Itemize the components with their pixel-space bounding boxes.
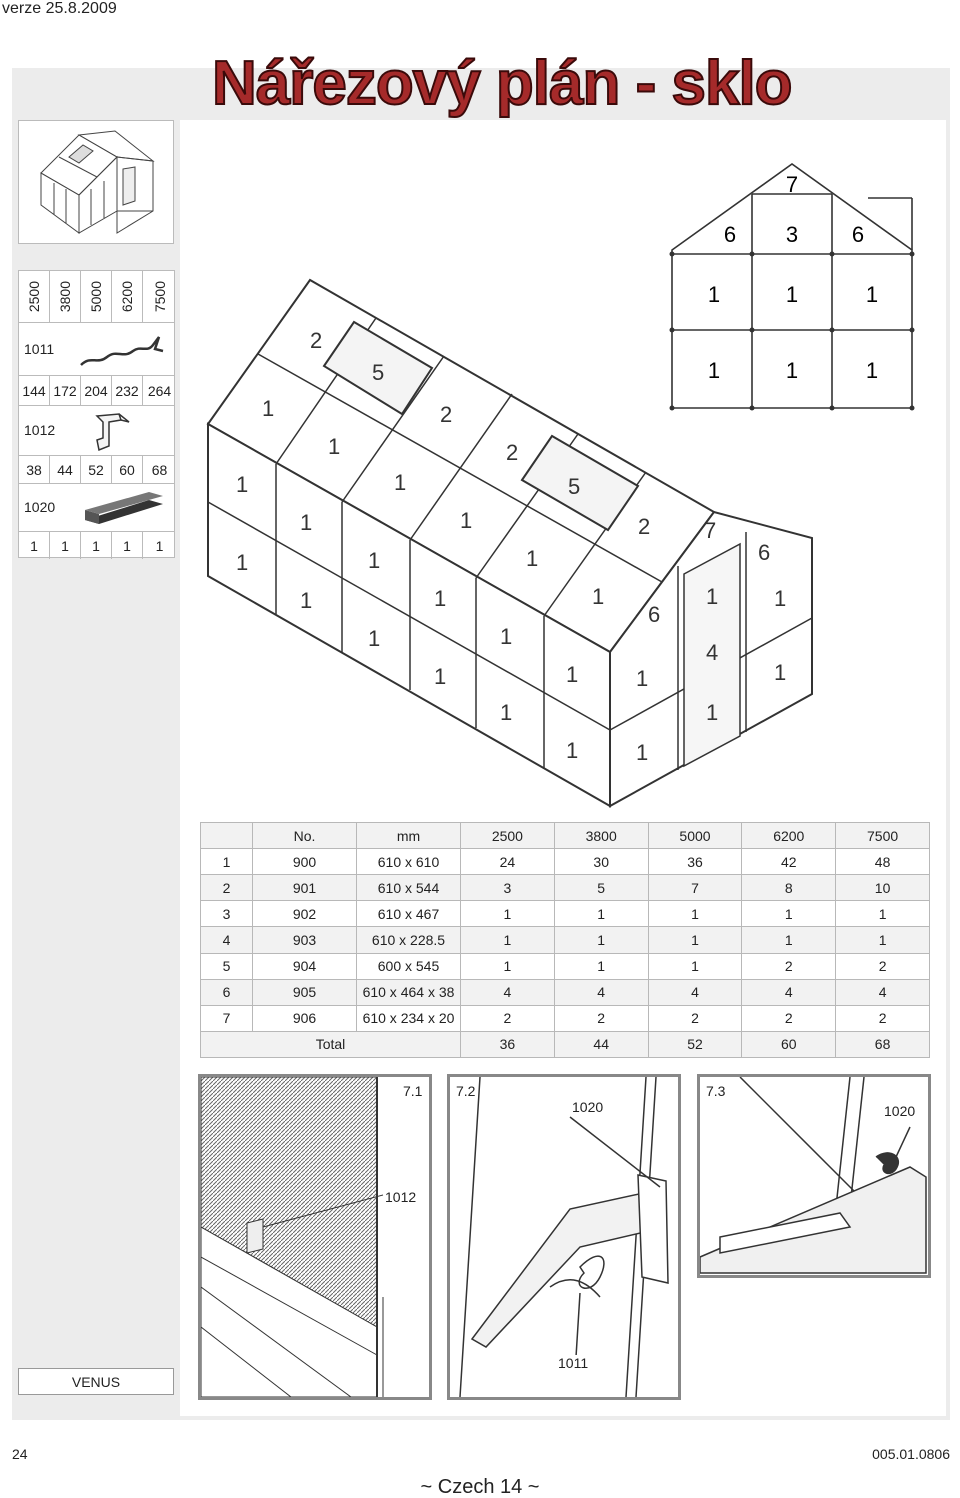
iso-label: 1 xyxy=(774,586,787,611)
detail-7-3 xyxy=(697,1074,931,1278)
total-cell: 36 xyxy=(461,1031,555,1057)
part-value: 1 xyxy=(81,532,112,559)
iso-label: 2 xyxy=(310,328,323,353)
table-header: mm xyxy=(357,823,461,849)
iso-label: 4 xyxy=(706,640,719,665)
table-cell: 1 xyxy=(836,927,930,953)
iso-label: 1 xyxy=(328,434,341,459)
part-value: 1 xyxy=(112,532,143,559)
table-row xyxy=(201,875,930,901)
detail-7-2 xyxy=(447,1074,681,1400)
iso-label: 7 xyxy=(704,518,717,543)
parts-table xyxy=(18,270,175,558)
iso-label: 1 xyxy=(460,508,473,533)
total-cell: 52 xyxy=(648,1031,742,1057)
part-callout: 1020 xyxy=(884,1103,916,1119)
table-cell: 7 xyxy=(201,1005,253,1031)
part-value: 1 xyxy=(19,532,50,559)
gable-label: 1 xyxy=(785,282,799,307)
part-value: 1 xyxy=(50,532,81,559)
table-cell: 902 xyxy=(253,901,357,927)
wire-clip-icon xyxy=(77,329,167,371)
part-value: 52 xyxy=(81,456,112,483)
table-cell: 2 xyxy=(461,1005,555,1031)
iso-label: 2 xyxy=(506,440,519,465)
detail-7-1 xyxy=(198,1074,432,1400)
gable-label: 1 xyxy=(707,358,721,383)
total-cell: 44 xyxy=(554,1031,648,1057)
table-cell: 1 xyxy=(742,901,836,927)
iso-label: 5 xyxy=(568,474,581,499)
detail-label: 7.1 xyxy=(403,1083,423,1099)
table-cell: 610 x 234 x 20 xyxy=(357,1005,461,1031)
parts-size: 6200 xyxy=(119,280,135,313)
table-cell: 1 xyxy=(648,927,742,953)
iso-label: 1 xyxy=(774,660,787,685)
table-header: 2500 xyxy=(461,823,555,849)
table-total-row xyxy=(201,1031,930,1057)
table-row xyxy=(201,927,930,953)
total-label: Total xyxy=(201,1031,461,1057)
part-value: 264 xyxy=(147,382,172,399)
iso-label: 1 xyxy=(262,396,275,421)
table-cell: 30 xyxy=(554,849,648,875)
parts-size: 7500 xyxy=(151,280,168,313)
detail-7-1-drawing xyxy=(201,1077,429,1397)
part-1011-image-row xyxy=(19,323,174,376)
gable-label: 6 xyxy=(851,222,865,247)
part-value: 1 xyxy=(155,537,164,554)
rubber-profile-icon xyxy=(79,492,169,528)
table-cell: 10 xyxy=(836,875,930,901)
model-name: VENUS xyxy=(18,1368,174,1395)
table-cell: 36 xyxy=(648,849,742,875)
gable-label: 1 xyxy=(707,282,721,307)
document-code: 005.01.0806 xyxy=(872,1446,950,1462)
table-cell: 5 xyxy=(554,875,648,901)
iso-label: 1 xyxy=(636,740,649,765)
page-number: 24 xyxy=(12,1446,28,1462)
table-cell: 2 xyxy=(554,1005,648,1031)
iso-label: 1 xyxy=(434,586,447,611)
table-cell: 901 xyxy=(253,875,357,901)
table-cell: 2 xyxy=(742,1005,836,1031)
table-cell: 4 xyxy=(201,927,253,953)
iso-label: 5 xyxy=(372,360,385,385)
part-callout: 1020 xyxy=(572,1099,604,1115)
table-row xyxy=(201,1005,930,1031)
table-cell: 1 xyxy=(648,901,742,927)
parts-size: 2500 xyxy=(26,280,42,313)
table-cell: 1 xyxy=(742,927,836,953)
part-value: 232 xyxy=(112,376,143,405)
part-value: 68 xyxy=(151,461,168,478)
part-value: 204 xyxy=(81,376,112,405)
table-cell: 1 xyxy=(554,927,648,953)
greenhouse-isometric-view xyxy=(200,276,820,816)
iso-label: 1 xyxy=(300,588,313,613)
table-cell: 8 xyxy=(742,875,836,901)
table-cell: 5 xyxy=(201,953,253,979)
table-cell: 4 xyxy=(461,979,555,1005)
total-cell: 60 xyxy=(742,1031,836,1057)
part-1020-image-row xyxy=(19,484,174,532)
table-cell: 4 xyxy=(554,979,648,1005)
table-cell: 610 x 544 xyxy=(357,875,461,901)
part-value: 144 xyxy=(19,376,50,405)
detail-label: 7.2 xyxy=(456,1083,476,1099)
table-header-row xyxy=(201,823,930,849)
part-value: 172 xyxy=(50,376,81,405)
table-cell: 4 xyxy=(836,979,930,1005)
table-header: 5000 xyxy=(648,823,742,849)
table-cell: 900 xyxy=(253,849,357,875)
table-cell: 610 x 467 xyxy=(357,901,461,927)
total-cell: 68 xyxy=(836,1031,930,1057)
table-cell: 7 xyxy=(648,875,742,901)
table-cell: 2 xyxy=(836,1005,930,1031)
table-cell: 1 xyxy=(201,849,253,875)
iso-label: 1 xyxy=(706,700,719,725)
part-1011-values-row xyxy=(19,376,174,406)
gable-label: 1 xyxy=(785,358,799,383)
table-cell: 610 x 464 x 38 xyxy=(357,979,461,1005)
table-header: 6200 xyxy=(742,823,836,849)
table-cell: 1 xyxy=(648,953,742,979)
parts-size: 3800 xyxy=(57,280,73,313)
iso-label: 1 xyxy=(500,624,513,649)
gable-label: 3 xyxy=(785,222,799,247)
iso-label: 1 xyxy=(236,472,249,497)
language-footer: ~ Czech 14 ~ xyxy=(420,1476,540,1498)
table-cell: 4 xyxy=(742,979,836,1005)
part-1012-values-row xyxy=(19,456,174,484)
iso-label: 1 xyxy=(706,584,719,609)
table-cell: 903 xyxy=(253,927,357,953)
table-cell: 905 xyxy=(253,979,357,1005)
iso-label: 2 xyxy=(638,514,651,539)
iso-label: 1 xyxy=(300,510,313,535)
part-code: 1011 xyxy=(24,341,55,357)
table-header xyxy=(201,823,253,849)
gable-label: 6 xyxy=(723,222,737,247)
part-value: 44 xyxy=(50,456,81,483)
iso-label: 1 xyxy=(566,738,579,763)
detail-label: 7.3 xyxy=(706,1083,726,1099)
part-callout: 1012 xyxy=(385,1189,417,1205)
page-title: Nářezový plán - sklo xyxy=(212,49,792,118)
table-cell: 2 xyxy=(836,953,930,979)
part-1020-values-row xyxy=(19,532,174,559)
table-cell: 906 xyxy=(253,1005,357,1031)
table-cell: 1 xyxy=(836,901,930,927)
table-cell: 2 xyxy=(201,875,253,901)
part-value: 60 xyxy=(112,456,143,483)
table-cell: 42 xyxy=(742,849,836,875)
iso-label: 1 xyxy=(526,546,539,571)
part-callout: 1011 xyxy=(558,1355,589,1371)
detail-7-2-drawing xyxy=(450,1077,678,1397)
gable-label: 7 xyxy=(785,172,799,197)
table-row xyxy=(201,953,930,979)
table-header: 3800 xyxy=(554,823,648,849)
table-cell: 1 xyxy=(461,901,555,927)
table-cell: 2 xyxy=(742,953,836,979)
table-cell: 610 x 610 xyxy=(357,849,461,875)
iso-label: 1 xyxy=(592,584,605,609)
table-cell: 4 xyxy=(648,979,742,1005)
parts-size: 5000 xyxy=(88,280,104,313)
parts-sizes-row xyxy=(19,271,174,323)
table-row xyxy=(201,979,930,1005)
table-cell: 3 xyxy=(201,901,253,927)
table-cell: 3 xyxy=(461,875,555,901)
part-value: 38 xyxy=(19,456,50,483)
gable-label: 1 xyxy=(865,358,879,383)
greenhouse-thumbnail-icon xyxy=(19,121,173,243)
glass-cutting-table xyxy=(200,822,930,1058)
table-cell: 6 xyxy=(201,979,253,1005)
iso-label: 1 xyxy=(394,470,407,495)
iso-label: 6 xyxy=(758,540,771,565)
part-code: 1020 xyxy=(24,499,56,515)
table-cell: 904 xyxy=(253,953,357,979)
table-cell: 1 xyxy=(461,953,555,979)
iso-label: 1 xyxy=(236,550,249,575)
iso-label: 1 xyxy=(368,548,381,573)
table-cell: 48 xyxy=(836,849,930,875)
table-row xyxy=(201,901,930,927)
table-row xyxy=(201,849,930,875)
iso-label: 1 xyxy=(368,626,381,651)
greenhouse-thumbnail xyxy=(18,120,174,244)
table-cell: 2 xyxy=(648,1005,742,1031)
table-header: 7500 xyxy=(836,823,930,849)
iso-label: 2 xyxy=(440,402,453,427)
iso-label: 6 xyxy=(648,602,661,627)
iso-label: 1 xyxy=(500,700,513,725)
table-cell: 610 x 228.5 xyxy=(357,927,461,953)
iso-label: 1 xyxy=(636,666,649,691)
table-cell: 1 xyxy=(554,901,648,927)
part-1012-image-row xyxy=(19,406,174,456)
gable-label: 1 xyxy=(865,282,879,307)
glass-clip-icon xyxy=(89,410,139,454)
iso-label: 1 xyxy=(566,662,579,687)
part-code: 1012 xyxy=(24,422,56,438)
version-date: verze 25.8.2009 xyxy=(2,0,117,17)
table-cell: 24 xyxy=(461,849,555,875)
table-cell: 1 xyxy=(554,953,648,979)
table-header: No. xyxy=(253,823,357,849)
table-cell: 1 xyxy=(461,927,555,953)
table-cell: 600 x 545 xyxy=(357,953,461,979)
iso-label: 1 xyxy=(434,664,447,689)
